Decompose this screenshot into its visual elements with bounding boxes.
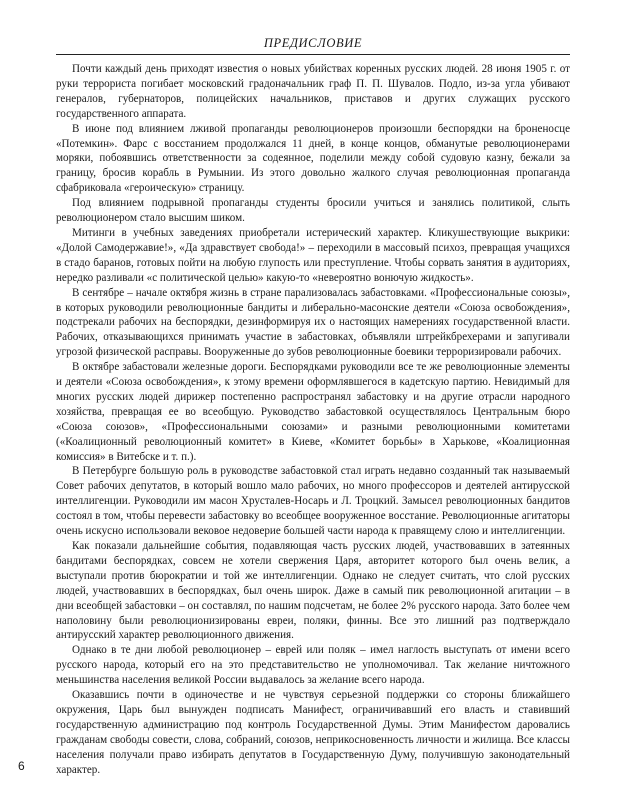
paragraph: В июне под влиянием лживой пропаганды революционеров произошли беспорядки на броненосце «Потемкин». Фарс с восстанием продолжался 11 дней, в конце концов, обманутые революционерами моряки, побоявшись ответственности за содеянное, поделили между собой судовую казну, бежали за границу, бросив корабль в Румынии. Из этого довольно жалкого случая революционная пропаганда сфабриковала «героическую» страницу. bbox=[56, 122, 570, 195]
paragraph: В сентябре – начале октября жизнь в стране парализовалась забастовками. «Профессиональные союзы», в которых руководили революционные бандиты и либерально-масонские деятели «Союза освобождения», подстрекали рабочих на беспорядки, дезинформируя их о настоящих намерениях государственной власти. Рабочих, отказывающихся принимать участие в забастовках, объявляли штрейкбрехерами и запугивали угрозой физической расправы. Вооруженные до зубов революционные боевики терроризировали рабочих. bbox=[56, 286, 570, 359]
paragraph: Митинги в учебных заведениях приобретали истерический характер. Кликушествующие выкрики: «Долой Самодержавие!», «Да здравствует свобода!» – переходили в массовый психоз, превращая учащихся в стадо баранов, готовых пойти на любую глупость или преступление. Чтобы сорвать занятия в аудиториях, нередко разливали «с политической целью» какую-то «невероятно вонючую жидкость». bbox=[56, 226, 570, 284]
paragraph: Оказавшись почти в одиночестве и не чувствуя серьезной поддержки со стороны ближайшего окружения, Царь был вынужден подписать Манифест, ограничивавший его власть и ставивший государственную администрацию под контроль Государственной Думы. Этим Манифестом даровались гражданам свободы совести, слова, собраний, союзов, неприкосновенность личности и жилища. Все классы населения получали право избирать депутатов в Государственную Думу, получившую законодательный характер. bbox=[56, 689, 570, 776]
paragraph: Как показали дальнейшие события, подавляющая часть русских людей, участвовавших в затеянных бандитами беспорядках, совсем не хотели свержения Царя, авторитет которого был очень велик, а выступали против бюрократии и той же интеллигенции. Однако не следует считать, что слой русских людей, участвовавших в беспорядках, был очень широк. Даже в самый пик революционной агитации – в дни всеобщей забастовки – он составлял, по нашим подсчетам, не более 2% русского народа. Зато более чем наполовину были революционизированы евреи, поляки, финны. Все это лишний раз подтверждало антирусский характер революционного движения. bbox=[56, 540, 570, 642]
running-header: ПРЕДИСЛОВИЕ bbox=[263, 36, 363, 50]
paragraph: В октябре забастовали железные дороги. Беспорядками руководили все те же революционные элементы и деятели «Союза освобождения», к этому времени оформлявшегося в кадетскую партию. Невидимый для многих русских людей дирижер постепенно распространял забастовку и на другие отрасли народного хозяйства, превращая ее во всеобщую. Руководство забастовкой осуществлялось Центральным бюро «Союза союзов», «Профессиональными союзами» и разными революционными комитетами («Коалиционный революционный комитет» в Киеве, «Комитет борьбы» в Харькове, «Коалиционная комиссия» в Витебске и т. п.). bbox=[56, 361, 570, 463]
paragraph: Почти каждый день приходят известия о новых убийствах коренных русских людей. 28 июня 1905 г. от руки террориста погибает московский градоначальник граф П. П. Шувалов. Подло, из-за угла убивают генералов, губернаторов, полицейских начальников, приставов и других служащих русского государственного аппарата. bbox=[56, 63, 570, 120]
header-divider bbox=[56, 54, 570, 55]
page-number: 6 bbox=[18, 759, 25, 773]
body-text bbox=[56, 62, 570, 778]
paragraph: Однако в те дни любой революционер – еврей или поляк – имел наглость выступать от имени всего русского народа, который его на это представительство не уполномочивал. Так желание ничтожного меньшинства населения великой России выдавалось за желание всего народа. bbox=[56, 644, 570, 687]
paragraph: В Петербурге большую роль в руководстве забастовкой стал играть недавно созданный так называемый Совет рабочих депутатов, в который вошло мало рабочих, но много профессоров и деятелей антирусской интеллигенции. Руководили им масон Хрусталев-Носарь и Л. Троцкий. Замысел революционных бандитов состоял в том, чтобы перевести забастовку во всеобщее вооруженное восстание. Революционные агитаторы очень искусно использовали вековое недоверие большей части народа к правящему слою и интеллигенции. bbox=[56, 465, 570, 538]
paragraph: Под влиянием подрывной пропаганды студенты бросили учиться и занялись политикой, слыть революционером стало высшим шиком. bbox=[56, 197, 570, 225]
